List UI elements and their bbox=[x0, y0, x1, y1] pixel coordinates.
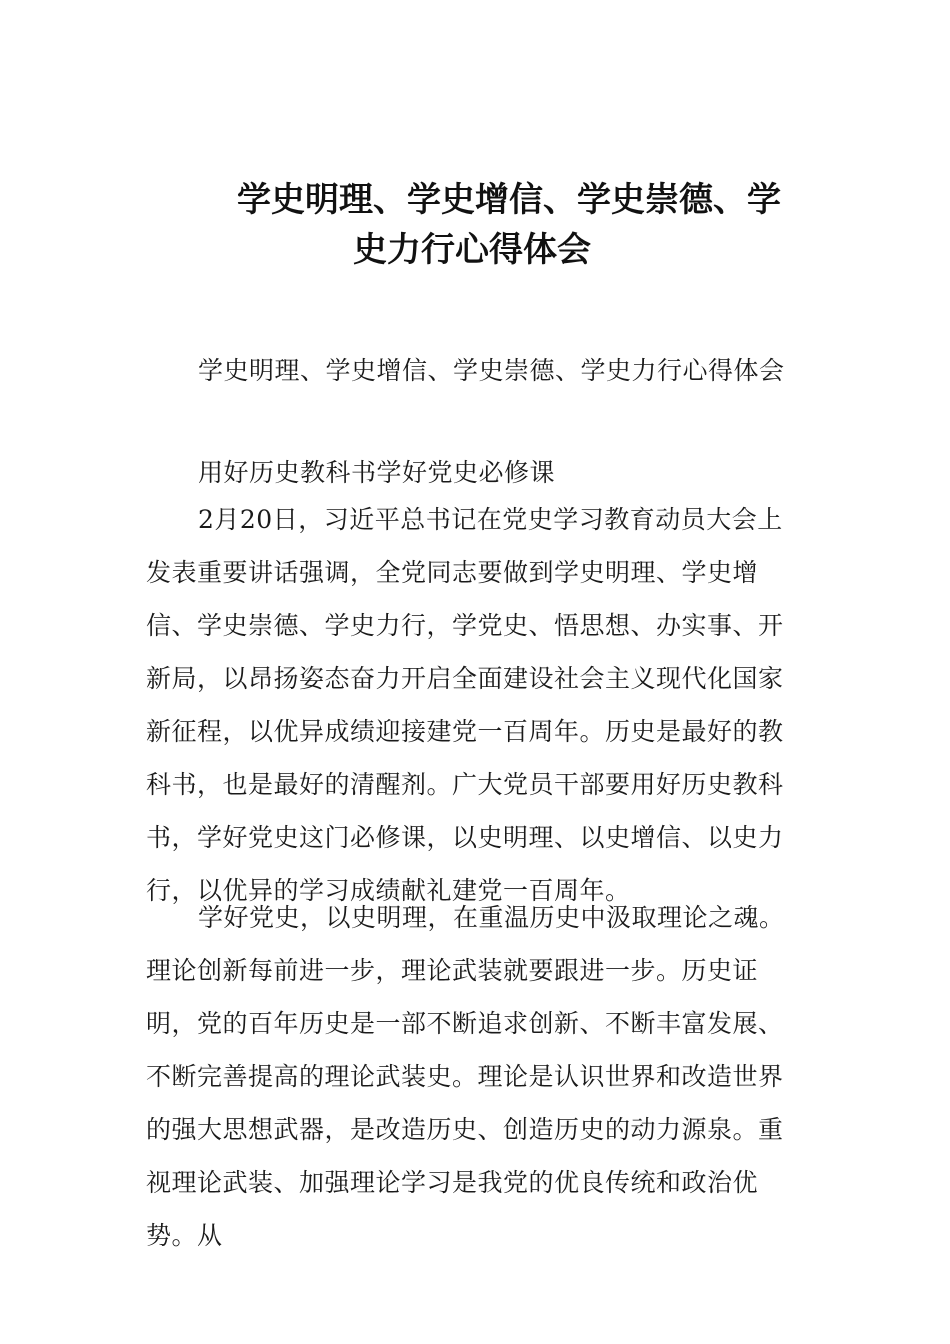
document-title-line-1: 学史明理、学史增信、学史崇德、学 bbox=[237, 180, 781, 220]
section-heading: 用好历史教科书学好党史必修课 bbox=[198, 458, 556, 487]
document-title-line-2: 史力行心得体会 bbox=[353, 230, 591, 270]
body-paragraph-1: 2月20日，习近平总书记在党史学习教育动员大会上发表重要讲话强调，全党同志要做到学史明理、学史增信、学史崇德、学史力行，学党史、悟思想、办实事、开新局，以昂扬姿态奋力开启全面建设社会主义现代化国家新征程，以优异成绩迎接建党一百周年。历史是最好的教科书，也是最好的清醒剂。广大党员干部要用好历史教科书，学好党史这门必修课，以史明理、以史增信、以史力行，以优异的学习成绩献礼建党一百周年。 bbox=[146, 505, 784, 905]
document-subtitle: 学史明理、学史增信、学史崇德、学史力行心得体会 bbox=[198, 356, 785, 385]
body-paragraph-2: 学好党史，以史明理，在重温历史中汲取理论之魂。理论创新每前进一步，理论武装就要跟进一步。历史证明，党的百年历史是一部不断追求创新、不断丰富发展、不断完善提高的理论武装史。理论是认识世界和改造世界的强大思想武器，是改造历史、创造历史的动力源泉。重视理论武装、加强理论学习是我党的优良传统和政治优势。从 bbox=[146, 903, 785, 1250]
